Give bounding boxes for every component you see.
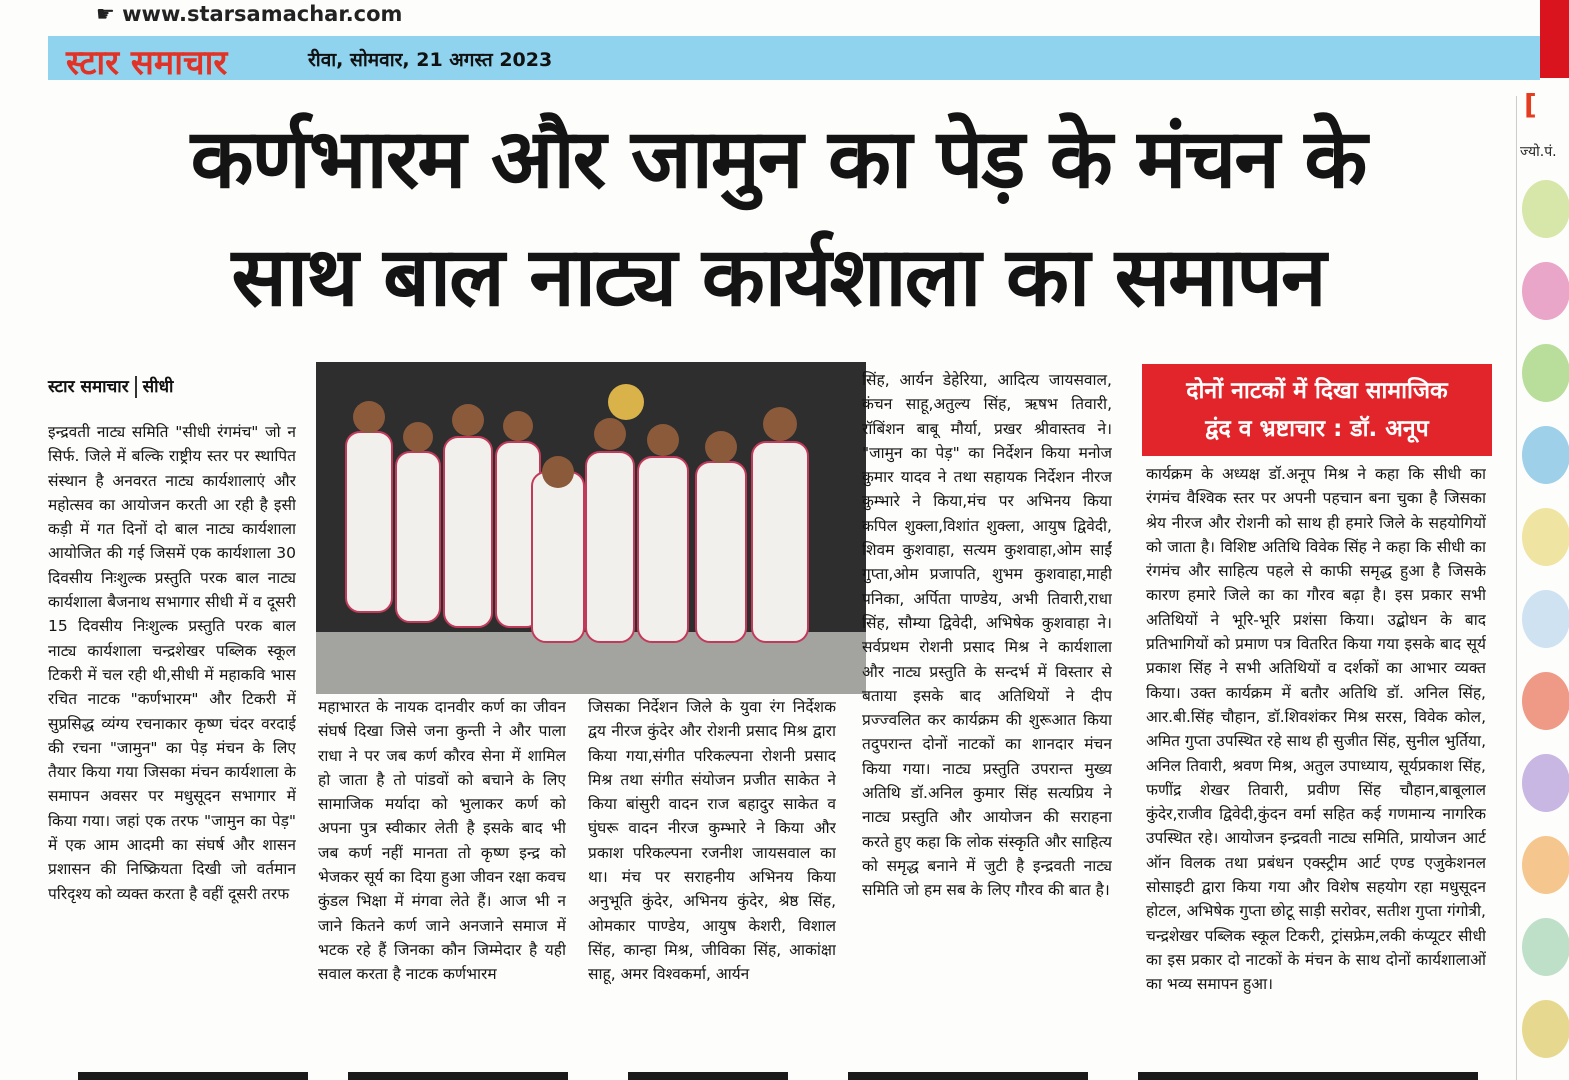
zodiac-label: ज्यो.पं. xyxy=(1520,144,1557,160)
zodiac-sign-icon xyxy=(1522,508,1569,566)
crown-prop xyxy=(608,384,644,420)
header-band xyxy=(48,36,1540,80)
sidebar-title-line-1: दोनों नाटकों में दिखा सामाजिक xyxy=(1186,378,1448,404)
article-column-4: सिंह, आर्यन डेहेरिया, आदित्य जायसवाल, कंचन साहू,अतुल्य सिंह, ऋषभ तिवारी, रॉबिंशन बाबू मौर्या, प्रखर श्रीवास्तव ने। "जामुन का पेड़" का निर्देशन किया मनोज कुमार यादव ने तथा सहायक निर्देशन नीरज कुम्भारे ने किया,मंच पर अभिनय किया कपिल शुक्ला,विशांत शुक्ला, आयुष द्विवेदी, शिवम कुशवाहा, सत्यम कुशवाहा,ओम साईं गुप्ता,ओम प्रजापति, शुभम कुशवाहा,माही पनिका, अर्पिता पाण्डेय, अभी तिवारी,राधा सिंह, सौम्या द्विवेदी, अभिषेक कुशवाहा ने। सर्वप्रथम रोशनी प्रसाद मिश्र ने कार्यशाला और नाट्य प्रस्तुति के सन्दर्भ में विस्तार से बताया इसके बाद अतिथियों ने दीप प्रज्ज्वलित कर कार्यक्रम की शुरूआत किया तदुपरान्त दोनों नाटकों का शानदार मंचन किया गया। नाट्य प्रस्तुति उपरान्त मुख्य अतिथि डॉ.अनिल कुमार सिंह सत्यप्रिय ने नाट्य प्रस्तुति और आयोजन की सराहना करते हुए कहा कि लोक संस्कृति और साहित्य को समृद्ध बनाने में जुटी है इन्द्रवती नाट्य समिति जो हम सब के लिए गौरव की बात है। xyxy=(862,371,1112,900)
zodiac-sign-icon xyxy=(1522,590,1569,648)
byline-source: स्टार समाचार xyxy=(48,377,129,397)
article-photo xyxy=(316,362,866,694)
zodiac-sign-icon xyxy=(1522,672,1569,730)
right-red-block xyxy=(1540,0,1569,78)
zodiac-sign-icon xyxy=(1522,344,1569,402)
sidebar-title-box xyxy=(1142,364,1492,456)
byline-divider xyxy=(135,376,137,398)
article-column-3: जिसका निर्देशन जिले के युवा रंग निर्देशक द्वय नीरज कुंदेर और रोशनी प्रसाद मिश्र द्वारा किया गया,संगीत परिकल्पना रोशनी प्रसाद मिश्र तथा संगीत संयोजन प्रजीत साकेत ने किया बांसुरी वादन राज बहादुर साकेत व घुंघरू वादन नीरज कुम्भारे ने किया और प्रकाश परिकल्पना रजनीश जायसवाल का था। मंच पर सराहनीय अभिनय किया अनुभूति कुंदेर, अभिनय कुंदेर, श्रेष्ठ सिंह, ओमकार पाण्डेय, आयुष केशरी, विशाल सिंह, कान्हा मिश्र, जीविका सिंह, आकांक्षा साहू, अमर विश्वकर्मा, आर्यन xyxy=(588,698,836,984)
performers-photo xyxy=(316,362,866,694)
zodiac-sign-icon xyxy=(1522,262,1569,320)
dateline: रीवा, सोमवार, 21 अगस्त 2023 xyxy=(308,49,553,71)
masthead: स्टार समाचार xyxy=(66,43,228,83)
headline-line-1: कर्णभारम और जामुन का पेड़ के मंचन के xyxy=(190,112,1366,207)
sidebar-body: कार्यक्रम के अध्यक्ष डॉ.अनूप मिश्र ने कहा कि सीधी का रंगमंच वैश्विक स्तर पर अपनी पहचान बना चुका है जिसका श्रेय नीरज और रोशनी को साथ ही हमारे जिले के सहयोगियों को जाता है। विशिष्ट अतिथि विवेक सिंह ने कहा कि सीधी का रंगमंच और साहित्य पहले से काफी समृद्ध हुआ है जिसके कारण हमारे जिले का का गौरव बढ़ा है। इस प्रकार सभी अतिथियों ने भूरि-भूरि प्रशंसा किया। उद्बोधन के बाद प्रतिभागियों को प्रमाण पत्र वितरित किया गया इसके बाद सूर्य प्रकाश सिंह ने सभी अतिथियों व दर्शकों का आभार व्यक्त किया। उक्त कार्यक्रम में बतौर अतिथि डॉ. अनिल सिंह, आर.बी.सिंह चौहान, डॉ.शिवशंकर मिश्र सरस, विवेक कोल, अमित गुप्ता उपस्थित रहे साथ ही सुजीत सिंह, सुनील भुर्तिया, अनिल तिवारी, श्रवण मिश्र, अतुल उपाध्याय, सूर्यप्रकाश सिंह, फणींद्र शेखर तिवारी, प्रवीण सिंह चौहान,बाबूलाल कुंदेर,राजीव द्विवेदी,कुंदन वर्मा सहित कई गणमान्य नागरिक उपस्थित रहे। आयोजन इन्द्रवती नाट्य समिति, प्रायोजन आर्ट ऑन विलक तथा प्रबंधन एक्स्ट्रीम आर्ट एण्ड एजुकेशनल सोसाइटी द्वारा किया गया और विशेष सहयोग रहा मधुसूदन होटल, अभिषेक गुप्ता छोटू साड़ी सरोवर, सतीश गुप्ता गंगोत्री, चन्द्रशेखर पब्लिक स्कूल टिकरी, ट्रांसफ्रेम,लकी कंप्यूटर सीधी का इस प्रकार दो नाटकों के मंचन के साथ दोनों कार्यशालाओं का भव्य समापन हुआ। xyxy=(1146,465,1486,994)
zodiac-sign-icon xyxy=(1522,426,1569,484)
byline-place: सीधी xyxy=(142,377,174,397)
zodiac-sign-icon xyxy=(1522,836,1569,894)
sidebar-title-line-2: द्वंद व भ्रष्टाचार : डॉ. अनूप xyxy=(1205,416,1429,442)
zodiac-sign-icon xyxy=(1522,918,1569,976)
zodiac-sign-icon xyxy=(1522,754,1569,812)
zodiac-sign-icon xyxy=(1522,180,1569,238)
article-column-1: इन्द्रवती नाट्य समिति "सीधी रंगमंच" जो न सिर्फ. जिले में बल्कि राष्ट्रीय स्तर पर स्थापित संस्थान है अनवरत नाट्य कार्यशालाएं और महोत्सव का आयोजन करती आ रही है इसी कड़ी में गत दिनों दो बाल नाट्य कार्यशाला आयोजित की गई जिसमें एक कार्यशाला 30 दिवसीय निःशुल्क प्रस्तुति परक बाल नाट्य कार्यशाला बैजनाथ सभागार सीधी में व दूसरी 15 दिवसीय निःशुल्क प्रस्तुति परक बाल नाट्य कार्यशाला चन्द्रशेखर पब्लिक स्कूल टिकरी में चल रही थी,सीधी में महाकवि भास रचित नाटक "कर्णभारम" और टिकरी में सुप्रसिद्ध व्यंग्य रचनाकार कृष्ण चंदर वरदाई की रचना "जामुन" का पेड़ मंचन के लिए तैयार किया गया जिसका मंचन कार्यशाला के समापन अवसर पर मधुसूदन सभागार में किया गया। जहां एक तरफ "जामुन का पेड़" में एक आम आदमी का संघर्ष और शासन प्रशासन की निष्क्रियता दिखी जो वर्तमान परिदृश्य को व्यक्त करता है वहीं दूसरी तरफ xyxy=(48,423,296,903)
zodiac-bracket-mark: [ xyxy=(1524,88,1537,121)
zodiac-sign-icon xyxy=(1522,1000,1569,1058)
site-url: ☛ www.starsamachar.com xyxy=(96,2,403,26)
byline xyxy=(48,374,173,398)
article-column-2: महाभारत के नायक दानवीर कर्ण का जीवन संघर्ष दिखा जिसे जना कुन्ती ने और पाला राधा ने पर जब कर्ण कौरव सेना में शामिल हो जाता है तो पांडवों को बचाने के लिए सामाजिक मर्यादा को भुलाकर कर्ण को अपना पुत्र स्वीकार लेती है इसके बाद भी जब कर्ण नहीं मानता तो कृष्ण इन्द्र को भेजकर सूर्य का दिया हुआ जीवन रक्षा कवच कुंडल भिक्षा में मंगवा लेते हैं। आज भी न जाने कितने कर्ण जाने अनजाने समाज में भटक रहे हैं जिनका कौन जिम्मेदार है यही सवाल करता है नाटक कर्णभारम xyxy=(318,698,566,984)
headline-line-2: साथ बाल नाट्य कार्यशाला का समापन xyxy=(231,230,1325,325)
next-headline-fragment xyxy=(48,1060,1508,1080)
